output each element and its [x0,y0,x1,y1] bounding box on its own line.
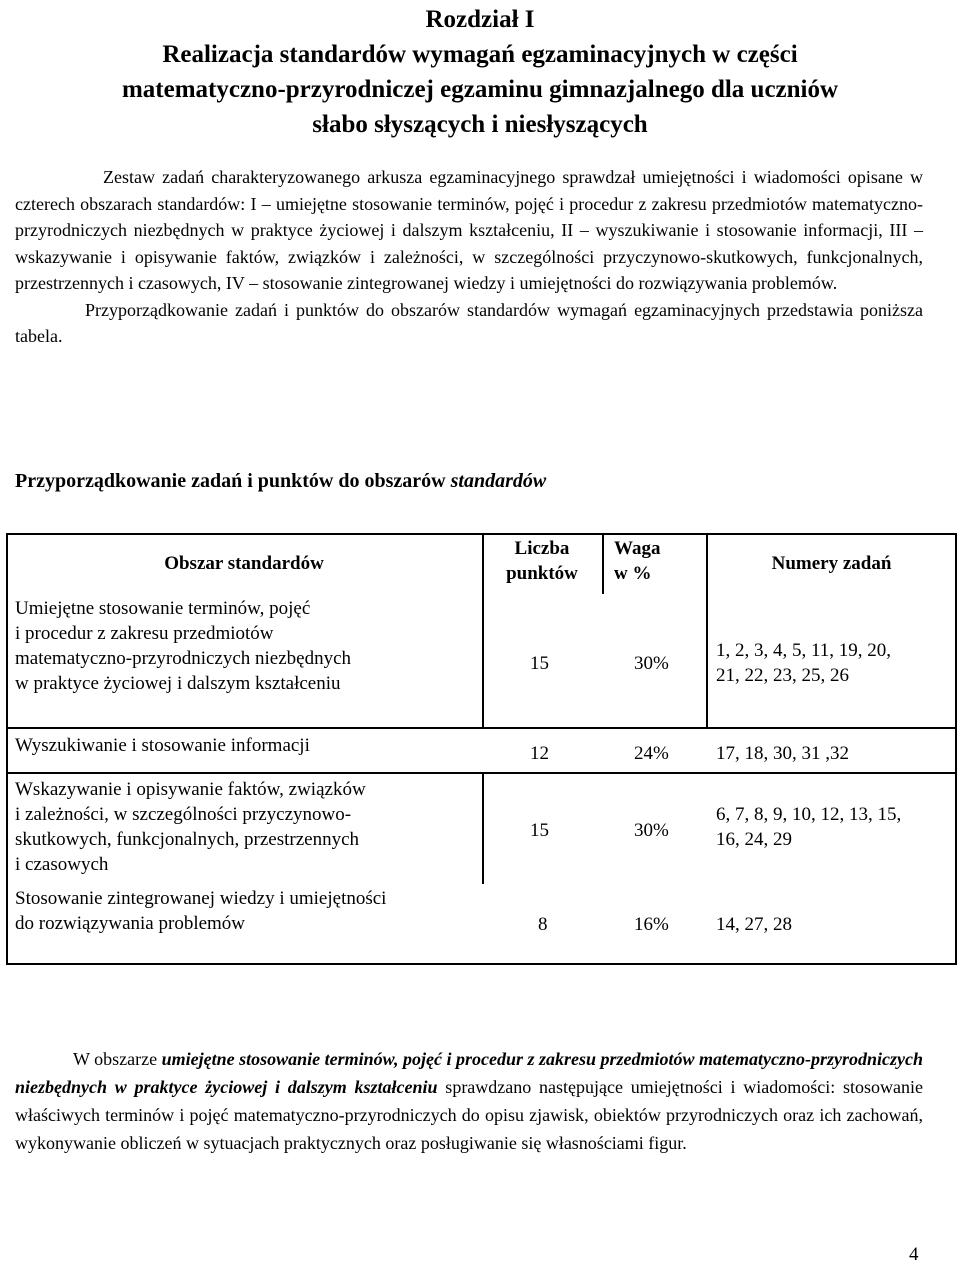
column-divider [602,533,604,594]
page-number: 4 [909,1244,919,1265]
table-row-1-points: 15 [530,653,549,674]
table-row-1-area [15,596,480,696]
table-cell-line: 1, 2, 3, 4, 5, 11, 19, 20, [716,640,892,661]
intro-text [15,164,923,350]
table-caption-italic: standardów [450,470,547,492]
table-caption [15,470,546,493]
table-row-3-tasks [716,802,952,852]
table-cell-line: Stosowanie zintegrowanej wiedzy i umiejętności [15,888,387,909]
table-cell-line: do rozwiązywania problemów [15,913,246,934]
header-weight-line-1: Waga [614,538,661,559]
table-row-2-points: 12 [530,743,549,764]
closing-lead: W obszarze [73,1049,162,1069]
header-area: Obszar standardów [164,553,324,574]
closing-emphasis: umiejętne stosowanie terminów, pojęć i procedur z zakresu przedmiotów matematyczno-przyrodniczych niezbędnych w praktyce życiowej i dalszym kształceniu [15,1049,924,1097]
closing-rest: sprawdzano następujące umiejętności i wiadomości: stosowanie właściwych terminów i pojęć matematyczno-przyrodniczych do opisu zjawisk, obiektów przyrodniczych oraz ich zachowań, wykonywanie obliczeń w sytuacjach praktycznych oraz posługiwanie się własnościami figur. [15,1077,923,1153]
table-cell-line: Wskazywanie i opisywanie faktów, związków [15,779,366,800]
intro-paragraph-1: Zestaw zadań charakteryzowanego arkusza egzaminacyjnego sprawdzał umiejętności i wiadomości opisane w czterech obszarach standardów: I – umiejętne stosowanie terminów, pojęć i procedur z zakresu przedmiotów matematyczno-przyrodniczych niezbędnych w praktyce życiowej i dalszym kształceniu, II – wyszukiwanie i stosowanie informacji, III – wskazywanie i opisywanie faktów, związków i zależności, w szczególności przyczynowo-skutkowych, funkcjonalnych, przestrzennych i czasowych, IV – stosowanie zintegrowanej wiedzy i umiejętności do rozwiązywania problemów. [15,167,923,293]
table-row-4-area [15,886,480,936]
column-divider [482,594,484,728]
table-cell-line: skutkowych, funkcjonalnych, przestrzennych [15,829,360,850]
table-row-3-area [15,777,480,877]
chapter-heading [0,2,960,142]
table-row-3-points: 15 [530,820,549,841]
row-divider [6,727,957,729]
header-points-line-1: Liczba [514,538,570,559]
table-cell-line: i procedur z zakresu przedmiotów [15,623,274,644]
table-cell-line: Umiejętne stosowanie terminów, pojęć [15,598,311,619]
chapter-title-line-1: Realizacja standardów wymagań egzaminacyjnych w części [162,41,798,68]
table-caption-text: Przyporządkowanie zadań i punktów do obszarów [15,470,451,492]
closing-text [15,1045,923,1157]
table-cell-line: 6, 7, 8, 9, 10, 12, 13, 15, [716,804,902,825]
table-cell-line: matematyczno-przyrodniczych niezbędnych [15,648,352,669]
header-points-line-2: punktów [506,563,578,584]
header-points [482,536,602,586]
column-divider [482,772,484,884]
table-cell-line: 21, 22, 23, 25, 26 [716,665,849,686]
table-row-1-weight: 30% [634,653,669,674]
header-tasks: Numery zadań [771,553,892,574]
table-cell-line: w praktyce życiowej i dalszym kształceniu [15,673,341,694]
table-cell-line: 16, 24, 29 [716,829,792,850]
header-weight [614,536,704,586]
table-row-4-weight: 16% [634,914,669,935]
chapter-title-line-3: słabo słyszących i niesłyszących [312,111,648,138]
table-row-2-area: Wyszukiwanie i stosowanie informacji [15,735,310,756]
header-weight-line-2: w % [614,563,652,584]
closing-paragraph [15,1045,923,1157]
table-row-2-weight: 24% [634,743,669,764]
chapter-title-line-2: matematyczno-przyrodniczej egzaminu gimnazjalnego dla uczniów [121,76,839,103]
column-divider [706,594,708,728]
table-row-4-points: 8 [538,914,548,935]
intro-paragraph-2: Przyporządkowanie zadań i punktów do obszarów standardów wymagań egzaminacyjnych przedstawia poniższa tabela. [15,299,923,346]
table-row-4-tasks: 14, 27, 28 [716,914,792,935]
table-row-3-weight: 30% [634,820,669,841]
chapter-label: Rozdział I [425,6,535,33]
table-cell-line: i zależności, w szczególności przyczynowo- [15,804,352,825]
table-row-2-tasks: 17, 18, 30, 31 ,32 [716,743,849,764]
table-cell-line: i czasowych [15,854,109,875]
table-row-1-tasks [716,638,952,688]
row-divider [6,772,957,774]
